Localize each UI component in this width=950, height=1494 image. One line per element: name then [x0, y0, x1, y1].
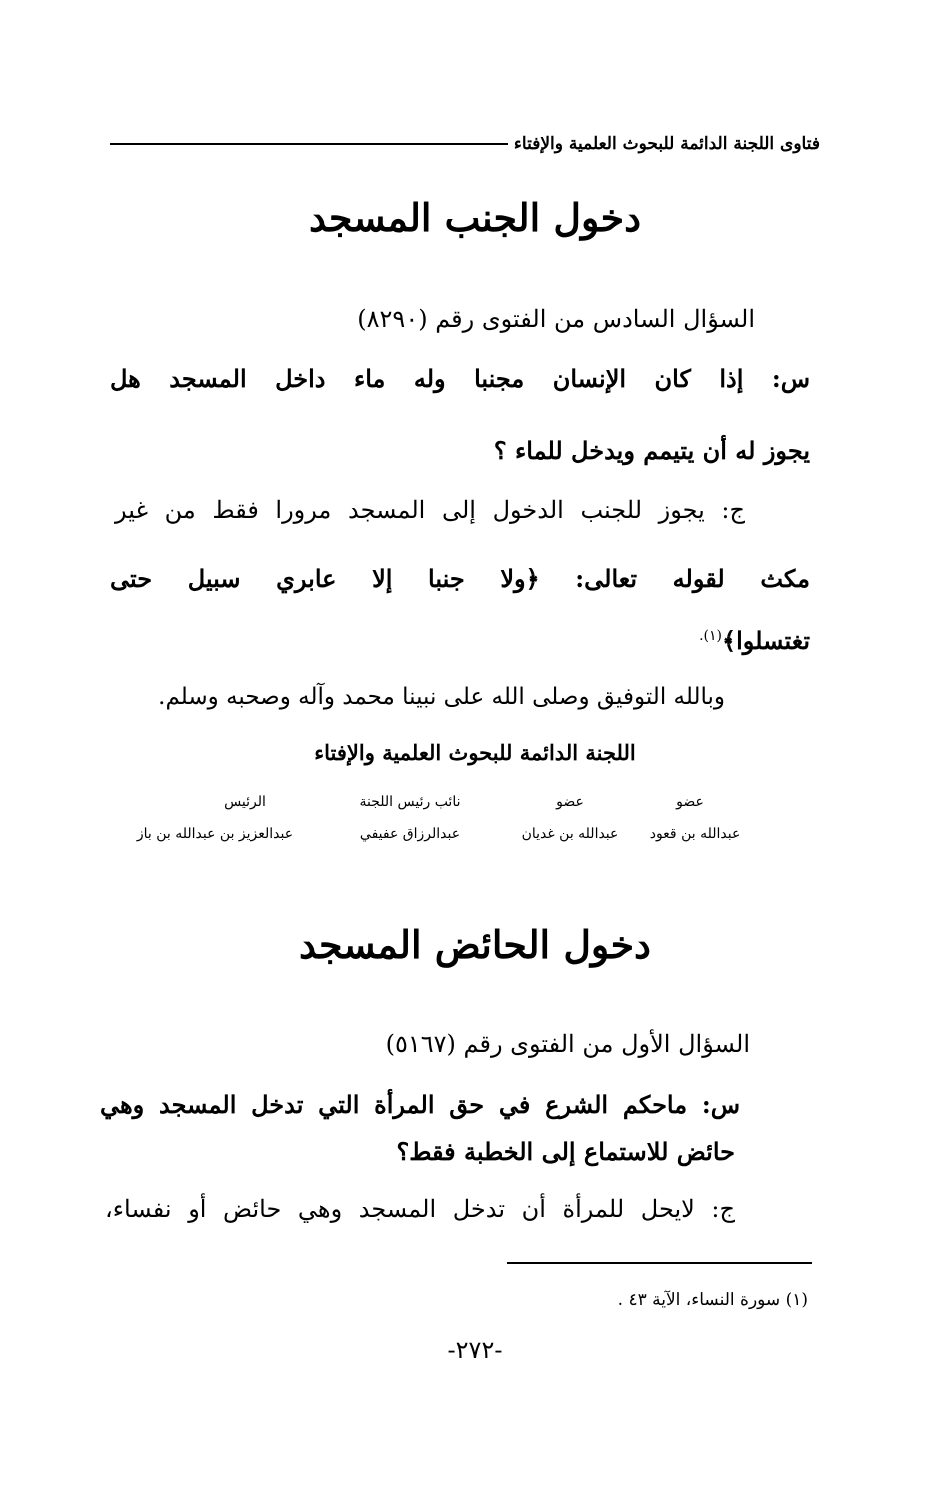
header-rule: [110, 143, 508, 145]
section1-question-line2: يجوز له أن يتيمم ويدخل للماء ؟: [493, 436, 810, 465]
footnote-marker: (١).: [699, 628, 723, 644]
running-header-title: فتاوى اللجنة الدائمة للبحوث العلمية والإفتاء: [513, 134, 820, 154]
section2-title: دخول الحائض المسجد: [299, 922, 651, 967]
section2-answer-line1: ج: لايحل للمرأة أن تدخل المسجد وهي حائض أو نفساء،: [105, 1195, 735, 1223]
signatory-role: الرئيس: [224, 794, 266, 810]
committee-name: اللجنة الدائمة للبحوث العلمية والإفتاء: [314, 740, 636, 765]
section1-answer-line3: [699, 626, 810, 655]
footnote-rule: [507, 1262, 812, 1264]
section1-answer-line2: مكث لقوله تعالى: ﴿ولا جنبا إلا عابري سبيل حتى: [110, 564, 810, 593]
signatory-name: عبدالله بن غديان: [521, 826, 619, 842]
signatory-4: [115, 790, 315, 844]
signatory-2: [480, 790, 660, 844]
section2-question-line1: س: ماحكم الشرع في حق المرأة التي تدخل المسجد وهي: [100, 1090, 740, 1119]
signatory-name: عبدالرزاق عفيفي: [359, 826, 461, 842]
section1-closing: وبالله التوفيق وصلى الله على نبينا محمد وآله وصحبه وسلم.: [158, 684, 725, 710]
section1-question-line1: س: إذا كان الإنسان مجنبا وله ماء داخل المسجد هل: [110, 364, 810, 393]
section1-answer-line1: ج: يجوز للجنب الدخول إلى المسجد مرورا فقط من غير: [115, 496, 745, 524]
signatory-name: عبدالله بن قعود: [649, 826, 741, 842]
signatory-name: عبدالعزيز بن عبدالله بن باز: [136, 826, 294, 842]
signatory-3: [320, 790, 500, 844]
quran-verse-end: تغتسلوا﴾: [722, 626, 810, 655]
signatory-role: نائب رئيس اللجنة: [359, 794, 461, 810]
section1-title: دخول الجنب المسجد: [308, 195, 642, 240]
signatory-role: عضو: [556, 794, 584, 810]
footnote: (١) سورة النساء، الآية ٤٣ .: [617, 1290, 808, 1310]
section2-question-ref: السؤال الأول من الفتوى رقم (٥١٦٧): [385, 1030, 750, 1058]
section1-question-ref: السؤال السادس من الفتوى رقم (٨٢٩٠): [357, 305, 755, 333]
page-number: -٢٧٢-: [447, 1336, 503, 1364]
running-header: [110, 126, 820, 162]
signatory-role: عضو: [676, 794, 704, 810]
section2-question-line2: حائض للاستماع إلى الخطبة فقط؟: [396, 1137, 735, 1166]
